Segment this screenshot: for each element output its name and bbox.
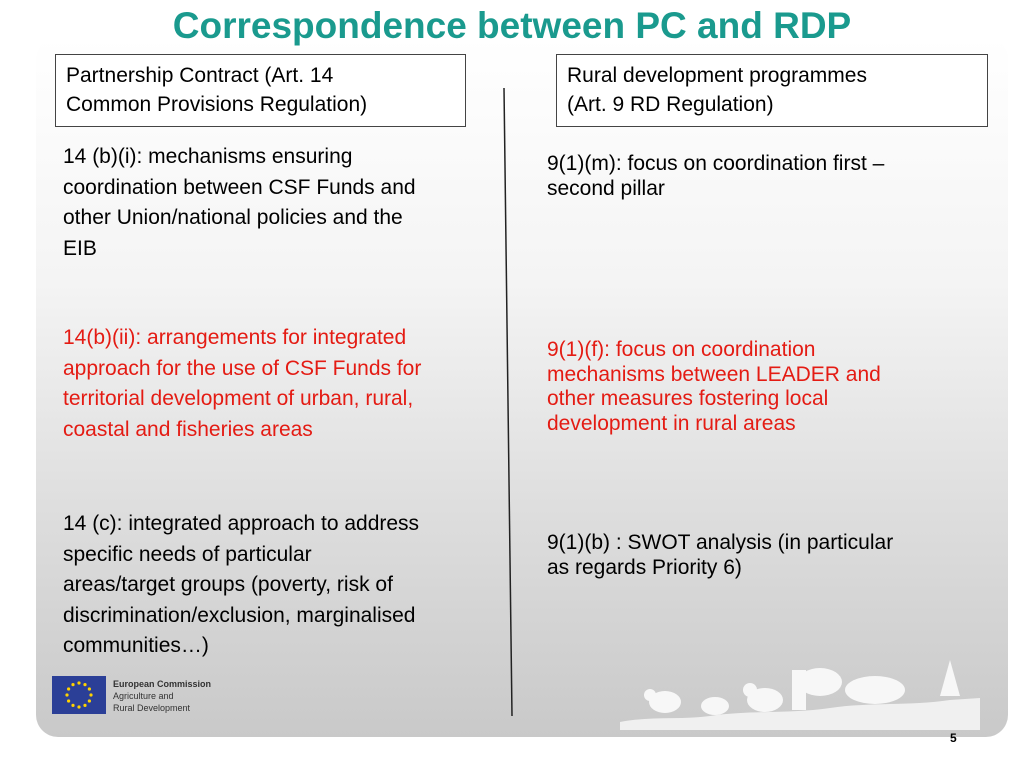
left-item-line: EIB [63,236,97,260]
eu-star-icon [71,683,74,686]
ec-signature [113,678,211,714]
left-item-line: 14 (b)(i): mechanisms ensuring [63,145,353,168]
eu-star-icon [67,687,70,690]
right-item-line: 9(1)(b) : SWOT analysis (in particular [547,531,894,554]
right-item-line: 9(1)(f): focus on coordination [547,338,816,361]
right-item-line: 9(1)(m): focus on coordination first – [547,152,885,175]
right-header-line1: Rural development programmes [567,64,867,87]
left-item-line: 14(b)(ii): arrangements for integrated [63,326,407,349]
left-item-1 [63,142,508,264]
ec-org-name: European Commission [113,679,212,689]
left-item-2 [63,323,508,445]
eu-star-icon [88,687,91,690]
eu-star-icon [88,699,91,702]
right-item-2 [547,338,977,436]
right-header-line2: (Art. 9 RD Regulation) [567,93,774,116]
eu-star-icon [77,705,80,708]
right-item-line: as regards Priority 6) [547,555,742,579]
left-item-line: other Union/national policies and the [63,206,403,229]
ec-dept-line2: Rural Development [113,703,191,713]
left-item-line: communities…) [63,634,209,657]
left-item-line: areas/target groups (poverty, risk of [63,573,393,596]
left-header-line1: Partnership Contract (Art. 14 [66,64,334,87]
left-item-line: approach for the use of CSF Funds for [63,356,422,380]
right-item-1 [547,152,977,201]
left-item-line: discrimination/exclusion, marginalised [63,603,416,627]
eu-star-icon [71,704,74,707]
farm-animals-illustration [620,650,980,730]
left-item-line: 14 (c): integrated approach to address [63,512,420,535]
right-item-3 [547,531,977,580]
eu-star-icon [89,693,92,696]
eu-star-icon [67,699,70,702]
left-item-3 [63,509,508,662]
left-item-line: coastal and fisheries areas [63,417,313,441]
eu-star-icon [83,683,86,686]
eu-star-icon [65,693,68,696]
right-item-line: second pillar [547,176,665,200]
left-item-line: territorial development of urban, rural, [63,387,414,410]
right-item-line: development in rural areas [547,411,796,435]
right-item-line: other measures fostering local [547,387,829,410]
eu-star-icon [77,681,80,684]
eu-flag-logo [52,676,106,714]
left-item-line: coordination between CSF Funds and [63,175,416,199]
right-item-line: mechanisms between LEADER and [547,362,881,386]
right-column-header [556,54,988,127]
left-column-header [55,54,466,127]
page-number: 5 [950,731,957,745]
ec-dept-line1: Agriculture and [113,691,174,701]
eu-star-icon [83,704,86,707]
left-header-line2: Common Provisions Regulation) [66,93,368,116]
slide-title: Correspondence between PC and RDP [172,5,852,46]
left-item-line: specific needs of particular [63,542,312,566]
